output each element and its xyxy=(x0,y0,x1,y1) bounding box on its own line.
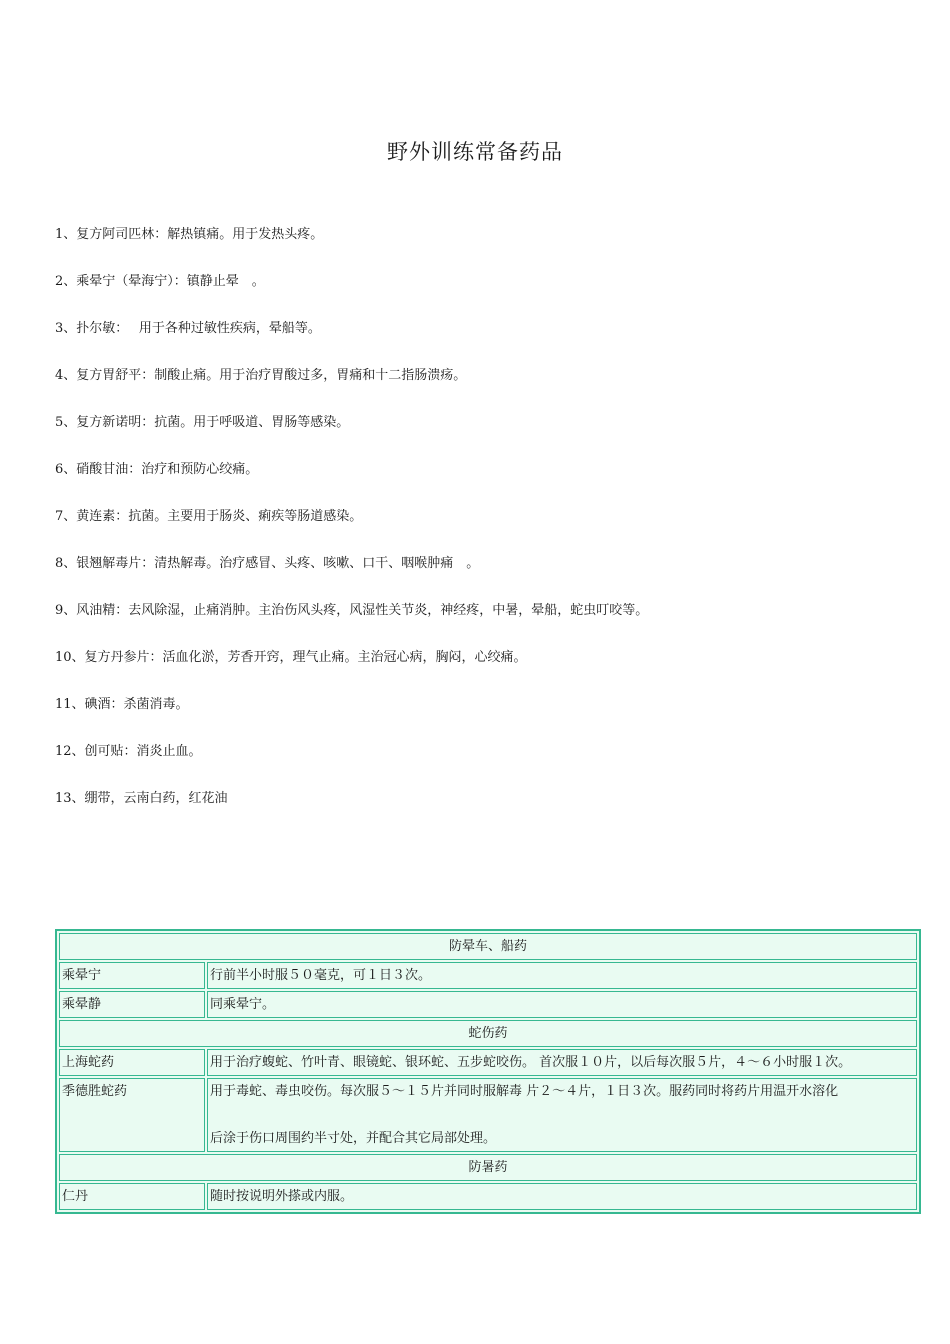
list-item: 6、硝酸甘油：治疗和预防心绞痛。 xyxy=(55,462,259,477)
page-title: 野外训练常备药品 xyxy=(387,140,563,164)
drug-name-cell: 乘晕宁 xyxy=(59,962,205,989)
drug-usage-cell: 同乘晕宁。 xyxy=(207,991,917,1018)
list-item: 5、复方新诺明：抗菌。用于呼吸道、胃肠等感染。 xyxy=(55,415,350,430)
table-row xyxy=(59,1183,917,1210)
drug-name-cell: 上海蛇药 xyxy=(59,1049,205,1076)
list-item: 1、复方阿司匹林：解热镇痛。用于发热头疼。 xyxy=(55,227,324,242)
table-row xyxy=(59,962,917,989)
line-gap xyxy=(210,1104,914,1126)
list-item: 2、乘晕宁（晕海宁）：镇静止晕 。 xyxy=(55,274,265,289)
section-heading-snakebite: 蛇伤药 xyxy=(59,1020,917,1047)
drug-usage-cell: 用于治疗蝮蛇、竹叶青、眼镜蛇、银环蛇、五步蛇咬伤。 首次服１０片，以后每次服５片，４～６小时服１次。 xyxy=(207,1049,917,1076)
medicine-list xyxy=(55,225,915,836)
drug-usage-line: 用于毒蛇、毒虫咬伤。每次服５～１５片并同时服解毒 片２～４片，１日３次。服药同时将药片用温开水溶化 xyxy=(210,1084,839,1099)
drug-name-cell: 仁丹 xyxy=(59,1183,205,1210)
medicine-table xyxy=(55,929,921,1214)
section-heading-heatstroke: 防暑药 xyxy=(59,1154,917,1181)
list-item: 12、创可贴：消炎止血。 xyxy=(55,744,202,759)
table-row xyxy=(59,1078,917,1152)
list-item: 7、黄连素：抗菌。主要用于肠炎、痢疾等肠道感染。 xyxy=(55,509,363,524)
table-section-row xyxy=(59,933,917,960)
table-row xyxy=(59,1049,917,1076)
list-item: 4、复方胃舒平：制酸止痛。用于治疗胃酸过多，胃痛和十二指肠溃疡。 xyxy=(55,368,467,383)
drug-usage-cell xyxy=(207,1078,917,1152)
list-item: 8、银翘解毒片：清热解毒。治疗感冒、头疼、咳嗽、口干、咽喉肿痛 。 xyxy=(55,556,480,571)
table-section-row xyxy=(59,1020,917,1047)
list-item: 3、扑尔敏： 用于各种过敏性疾病，晕船等。 xyxy=(55,321,321,336)
table-row xyxy=(59,991,917,1018)
section-heading-motion-sickness: 防晕车、船药 xyxy=(59,933,917,960)
list-item: 10、复方丹参片：活血化淤，芳香开窍，理气止痛。主治冠心病，胸闷，心绞痛。 xyxy=(55,650,527,665)
list-item: 11、碘酒：杀菌消毒。 xyxy=(55,697,189,712)
drug-usage-line: 后涂于伤口周围约半寸处，并配合其它局部处理。 xyxy=(210,1131,497,1146)
drug-name-cell: 季德胜蛇药 xyxy=(59,1078,205,1152)
list-item: 13、绷带，云南白药，红花油 xyxy=(55,791,228,806)
drug-usage-cell: 随时按说明外搽或内服。 xyxy=(207,1183,917,1210)
drug-usage-cell: 行前半小时服５０毫克，可１日３次。 xyxy=(207,962,917,989)
list-item: 9、风油精：去风除湿，止痛消肿。主治伤风头疼，风湿性关节炎，神经疼，中暑，晕船，蛇虫叮咬等。 xyxy=(55,603,649,618)
table-section-row xyxy=(59,1154,917,1181)
drug-name-cell: 乘晕静 xyxy=(59,991,205,1018)
